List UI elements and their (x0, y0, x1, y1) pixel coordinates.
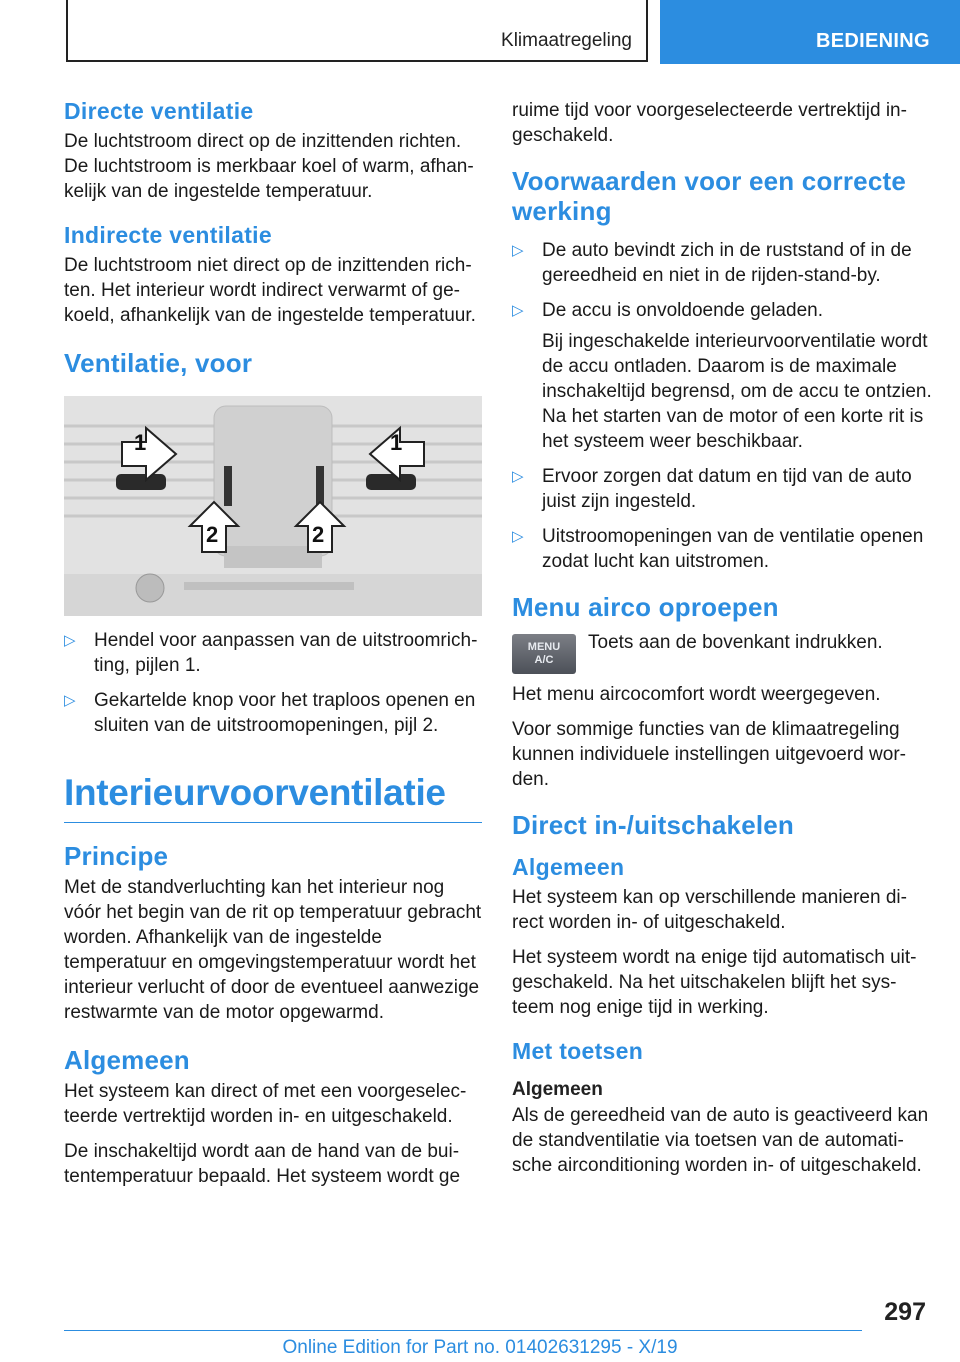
subheading-algemeen: Algemeen (512, 1079, 603, 1100)
triangle-bullet-icon: ▷ (512, 242, 524, 259)
triangle-bullet-icon: ▷ (512, 302, 524, 319)
list-item: ▷ De auto bevindt zich in de ruststand of in de gereedheid en niet in de rijden-stand-by. (512, 240, 912, 286)
section-title: Klimaatregeling (501, 30, 632, 51)
arrow-label-1-right: 1 (390, 430, 403, 455)
triangle-bullet-icon: ▷ (64, 692, 76, 709)
list-item: ▷ Hendel voor aanpassen van de uitstroomrichting, pijlen 1. (64, 630, 478, 676)
list-item: ▷ Uitstroomopeningen van de ventilatie openen zodat lucht kan uitstromen. (512, 526, 924, 572)
heading-direct: Directe ventilatie (64, 98, 254, 124)
heading-menu-airco: Menu airco oproepen (512, 592, 779, 622)
heading-principe: Principe (64, 841, 169, 871)
list-item: ▷ Ervoor zorgen dat datum en tijd van de auto juist zijn ingesteld. (512, 466, 912, 512)
dashboard-vent-illustration (64, 396, 482, 616)
page-number: 297 (884, 1298, 926, 1326)
section-divider (64, 822, 482, 823)
paragraph-continued: ruime tijd voor voorgeselecteerde vertrektijd ingeschakeld. (512, 100, 907, 146)
list-item: ▷ De accu is onvoldoende geladen. Bij ingeschakelde interieurvoorventilatie wordt de accu ontladen. Daarom is de maximale inschakeltijd begrensd, om de accu te ontzien. Na het starten van de motor of een korte rit is het systeem weer beschikbaar. (512, 300, 932, 452)
triangle-bullet-icon: ▷ (512, 528, 524, 545)
heading-direct-onoff: Direct in-/uitschakelen (512, 810, 795, 840)
list-item: ▷ Gekartelde knop voor het traploos openen en sluiten van de uitstroomopeningen, pijl 2. (64, 690, 476, 736)
chapter-tab-label: BEDIENING (816, 30, 930, 52)
arrow-label-2-right: 2 (312, 522, 325, 547)
chapter-tab[interactable] (660, 0, 960, 64)
heading-front-ventilation: Ventilatie, voor (64, 348, 253, 378)
paragraph-menu-1: Het menu aircocomfort wordt weergegeven. (512, 684, 881, 705)
paragraph-indirect: De luchtstroom niet direct op de inzittenden richten. Het interieur wordt indirect verwarmt of gekoeld, afhankelijk van de ingestelde temperatuur. (64, 255, 476, 326)
paragraph-algemeen-right-2: Het systeem wordt na enige tijd automatisch uitgeschakeld. Na het uitschakelen blijft het systeem nog enige tijd in werking. (512, 947, 917, 1018)
paragraph-menu-2: Voor sommige functies van de klimaatregeling kunnen individuele instellingen uitgevoerd worden. (512, 719, 906, 790)
arrow-label-2-left: 2 (206, 522, 219, 547)
triangle-bullet-icon: ▷ (512, 468, 524, 485)
arrow-label-1-left: 1 (134, 430, 147, 455)
front-ventilation-list (64, 628, 482, 738)
list-item-note: Bij ingeschakelde interieurvoorventilatie wordt de accu ontladen. Daarom is de maximale inschakeltijd begrensd, om de accu te ontzien. Na het starten van de motor of een korte rit is het systeem weer beschikbaar. (542, 331, 932, 452)
dashboard-vent-photo (64, 396, 482, 616)
heading-algemeen-left: Algemeen (64, 1045, 190, 1075)
heading-algemeen-right: Algemeen (512, 854, 625, 880)
menu-ac-button-icon: MENU A/C (512, 634, 576, 674)
right-column (512, 98, 932, 1188)
left-column (64, 98, 482, 1199)
paragraph-algemeen-right-1: Het systeem kan op verschillende manieren direct worden in- of uitgeschakeld. (512, 887, 907, 933)
footer-divider (64, 1330, 862, 1331)
paragraph-algemeen-2: De inschakeltijd wordt aan de hand van de buitentemperatuur bepaald. Het systeem wordt ge (64, 1141, 461, 1187)
footer-edition: Online Edition for Part no. 01402631295 - X/19 (282, 1337, 678, 1358)
paragraph-press-button: Toets aan de bovenkant indrukken. (588, 632, 883, 653)
paragraph-toetsen: Als de gereedheid van de auto is geactiveerd kan de standventilatie via toetsen van de automatische airconditioning worden in- of uitgeschakeld. (512, 1105, 929, 1176)
paragraph-direct: De luchtstroom direct op de inzittenden richten. De luchtstroom is merkbaar koel of warm, afhankelijk van de ingestelde temperatuur. (64, 131, 474, 202)
heading-interior-preventilation: Interieurvoorventilatie (64, 772, 446, 813)
heading-voorwaarden: Voorwaarden voor een correcte werking (512, 166, 907, 226)
heading-met-toetsen: Met toetsen (512, 1038, 644, 1064)
paragraph-principe: Met de standverluchting kan het interieur nog vóór het begin van de rit op temperatuur gebracht worden. Afhankelijk van de ingestelde temperatuur en omgevingstemperatuur wordt het interieur verlucht of door de eventueel aanwezige restwarmte van de motor opgewarmd. (64, 877, 482, 1023)
conditions-list (512, 238, 932, 574)
heading-indirect: Indirecte ventilatie (64, 222, 272, 248)
header-section-box (66, 0, 648, 62)
menu-ac-row (512, 630, 932, 674)
triangle-bullet-icon: ▷ (64, 632, 76, 649)
paragraph-algemeen-1: Het systeem kan direct of met een voorgeselecteerde vertrektijd worden in- en uitgeschakeld. (64, 1081, 467, 1127)
